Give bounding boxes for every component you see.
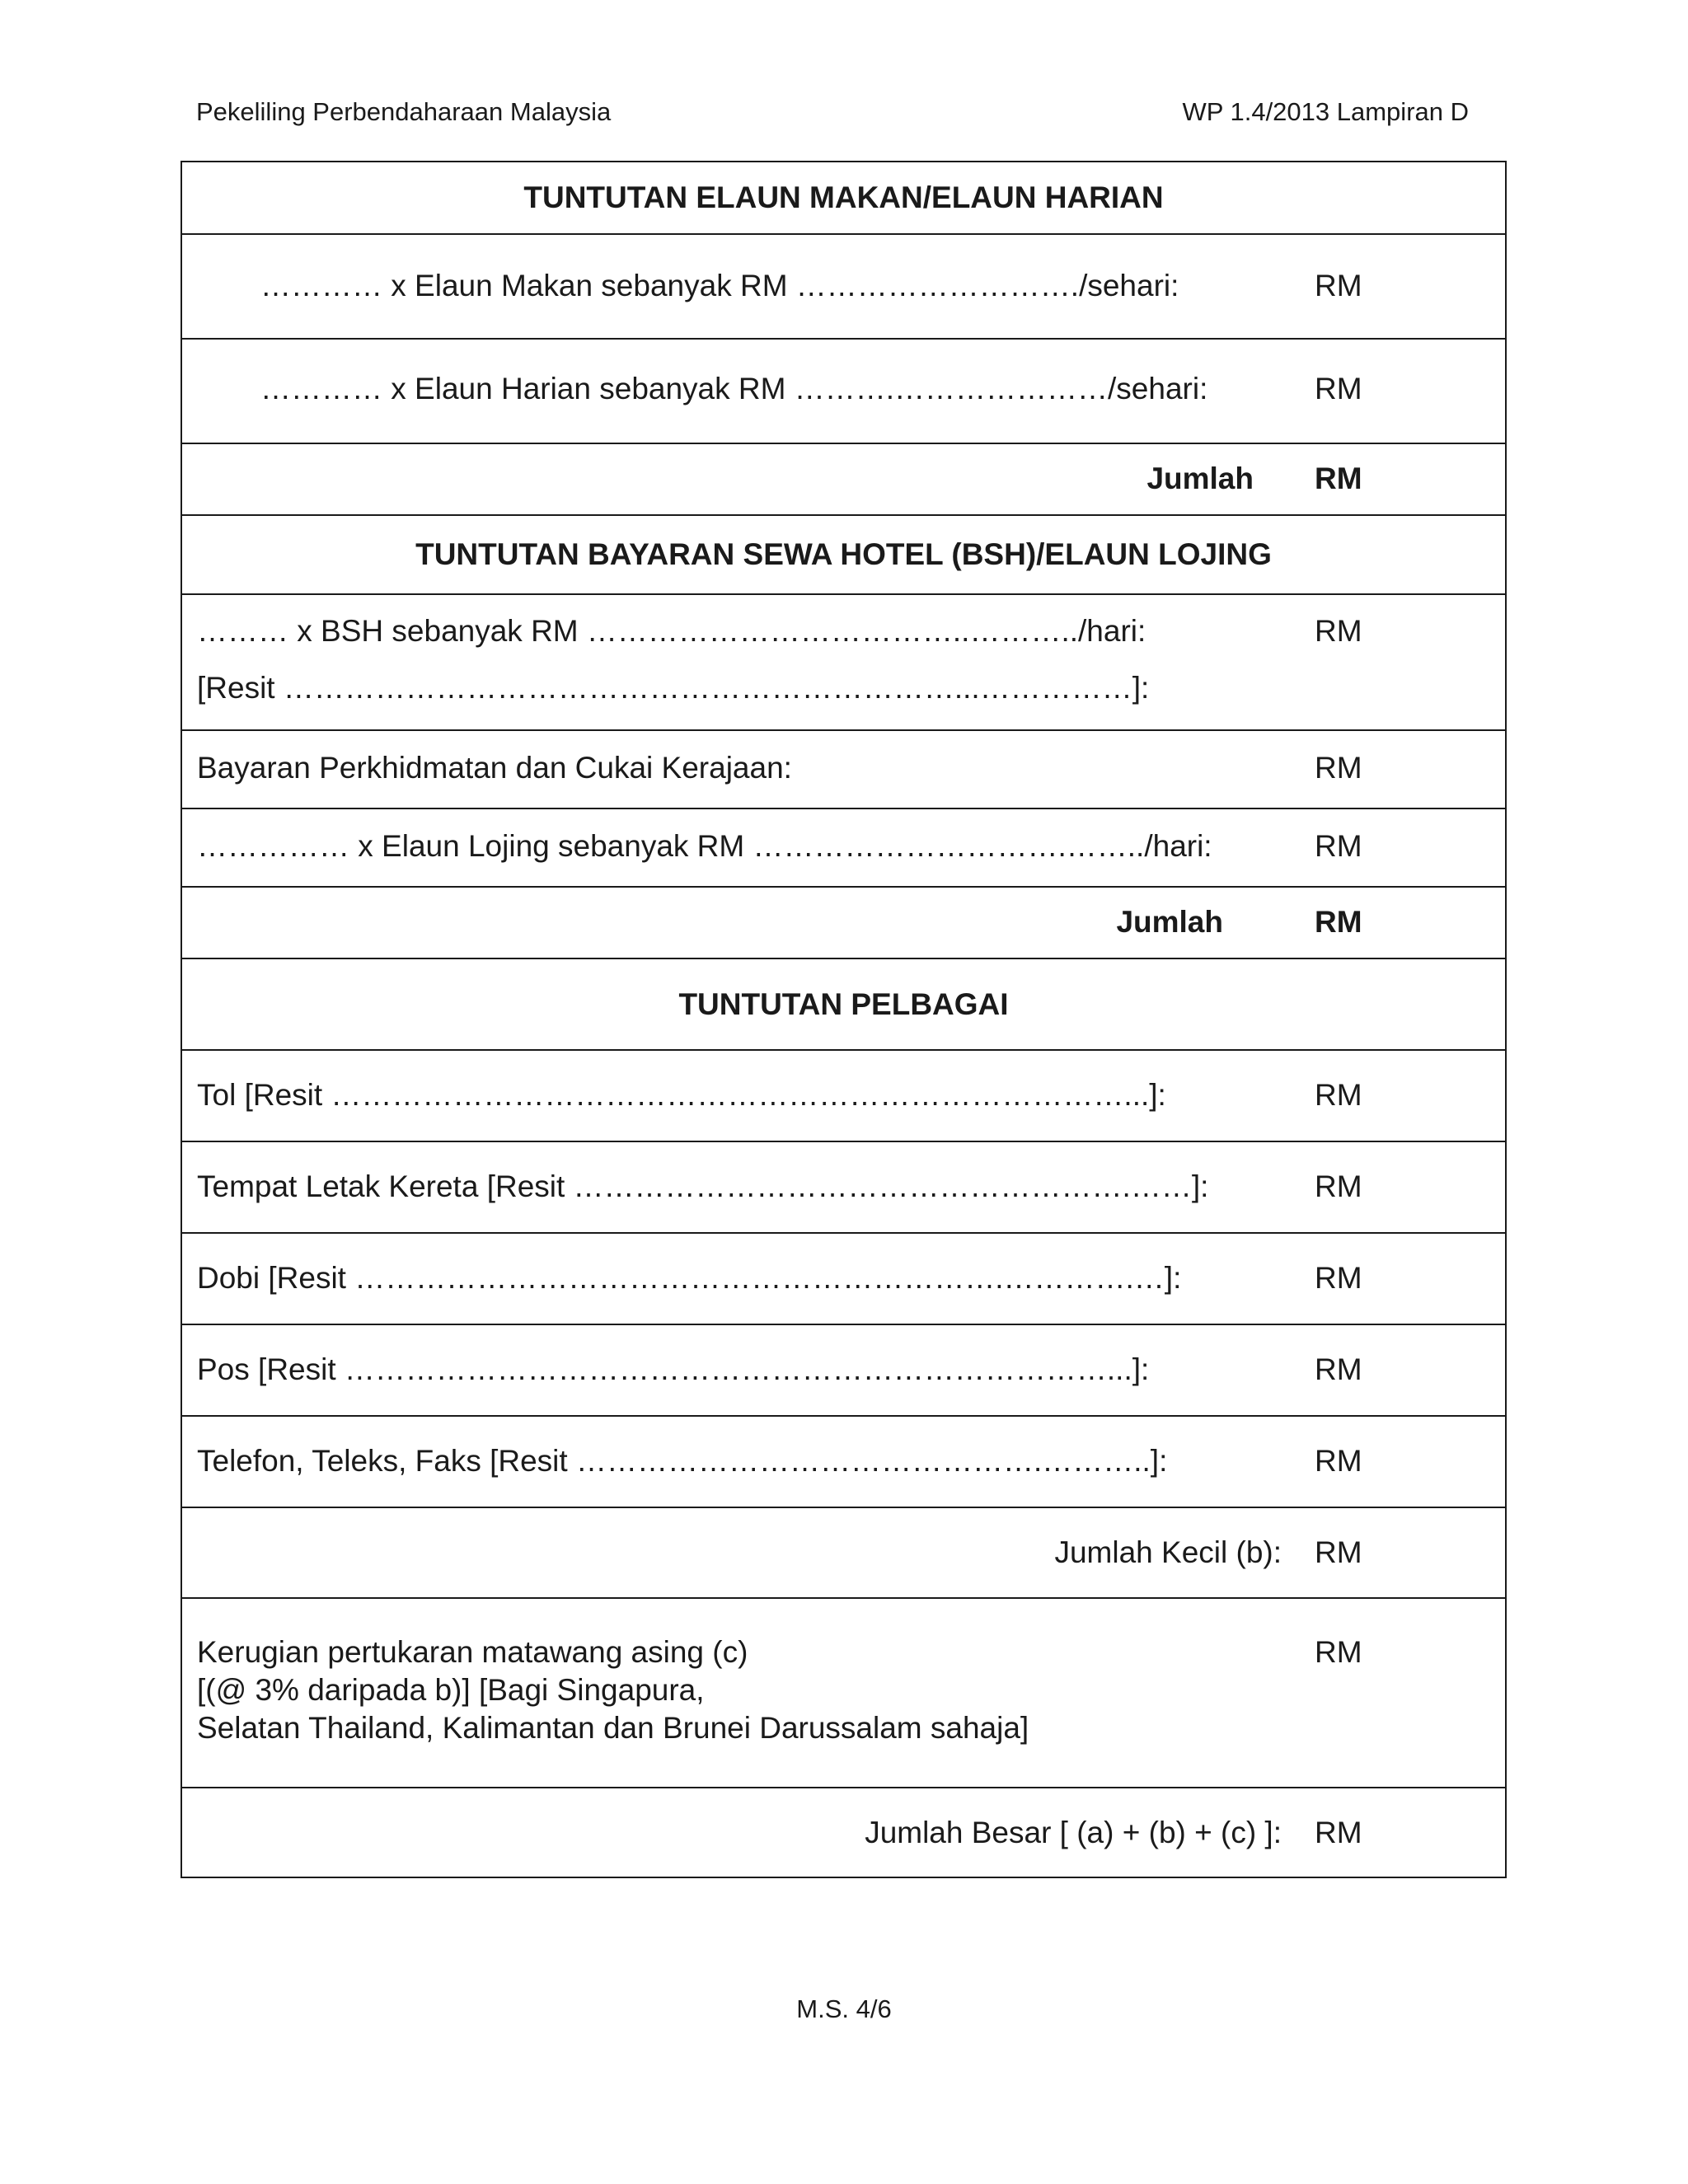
jumlah-hotel-label: Jumlah [1116,905,1223,939]
section-title-pelbagai: TUNTUTAN PELBAGAI [182,958,1505,1049]
kerugian-label-2: [(@ 3% daripada b)] [Bagi Singapura, [197,1673,705,1707]
pos-label: Pos [Resit …………………………………………………………………...]: [197,1352,1150,1386]
cukai-rm: RM [1315,751,1362,785]
tol-rm: RM [1315,1078,1362,1112]
header-reference: WP 1.4/2013 Lampiran D [1182,97,1469,126]
section-title-hotel: TUNTUTAN BAYARAN SEWA HOTEL (BSH)/ELAUN LOJING [182,514,1505,593]
page-number: M.S. 4/6 [796,1994,892,2023]
jumlah-hotel-rm: RM [1315,905,1362,939]
elaun-lojing-rm: RM [1315,829,1362,863]
pos-rm: RM [1315,1352,1362,1386]
row-elaun-harian [182,338,1505,443]
row-tempat-letak-kereta [182,1141,1505,1232]
kerugian-label-1: Kerugian pertukaran matawang asing (c) [197,1635,748,1669]
kerugian-label-3: Selatan Thailand, Kalimantan dan Brunei Darussalam sahaja] [197,1711,1029,1745]
elaun-makan-rm: RM [1315,269,1362,302]
row-cukai [182,729,1505,808]
bsh-rm: RM [1315,614,1362,648]
row-bsh [182,593,1505,729]
row-tol [182,1049,1505,1141]
kerugian-rm: RM [1315,1635,1362,1669]
cukai-label: Bayaran Perkhidmatan dan Cukai Kerajaan: [197,751,792,785]
row-telefon [182,1415,1505,1507]
row-pos [182,1324,1505,1415]
row-kerugian-matawang [182,1597,1505,1787]
row-jumlah-besar [182,1787,1505,1877]
bsh-resit-label: [Resit …………………………………………………………...……………]: [197,671,1150,705]
row-jumlah-hotel [182,886,1505,958]
jumlah-kecil-label: Jumlah Kecil (b): [1054,1535,1282,1569]
row-dobi [182,1232,1505,1324]
kereta-label: Tempat Letak Kereta [Resit ……………………………………………….……]: [197,1169,1209,1203]
row-jumlah-kecil [182,1507,1505,1597]
dobi-label: Dobi [Resit ……………………………………………………….………….…]: [197,1261,1182,1295]
tol-label: Tol [Resit ……………………………………………………………………...]: [197,1078,1166,1112]
row-jumlah-makan [182,443,1505,514]
telefon-rm: RM [1315,1444,1362,1478]
section-title-makan: TUNTUTAN ELAUN MAKAN/ELAUN HARIAN [523,180,1164,214]
jumlah-makan-rm: RM [1315,462,1362,495]
elaun-makan-label: ………… x Elaun Makan sebanyak RM ………………………./sehari: [260,269,1179,302]
claim-form-table [181,161,1507,1878]
row-elaun-makan [182,233,1505,338]
kereta-rm: RM [1315,1169,1362,1203]
jumlah-besar-label: Jumlah Besar [ (a) + (b) + (c) ]: [865,1816,1282,1849]
dobi-rm: RM [1315,1261,1362,1295]
jumlah-kecil-rm: RM [1315,1535,1362,1569]
elaun-lojing-label: …………… x Elaun Lojing sebanyak RM ………………………….……../hari: [197,829,1212,863]
bsh-label: ……… x BSH sebanyak RM ………………………………..………../hari: [197,614,1146,648]
jumlah-makan-label: Jumlah [1146,462,1254,495]
jumlah-besar-rm: RM [1315,1816,1362,1849]
row-elaun-lojing [182,808,1505,886]
elaun-harian-label: ………… x Elaun Harian sebanyak RM ……….…………………/sehari: [260,372,1208,405]
telefon-label: Telefon, Teleks, Faks [Resit ……………………………………….………..]: [197,1444,1168,1478]
page-header [196,97,1469,134]
header-title: Pekeliling Perbendaharaan Malaysia [196,97,612,126]
elaun-harian-rm: RM [1315,372,1362,405]
